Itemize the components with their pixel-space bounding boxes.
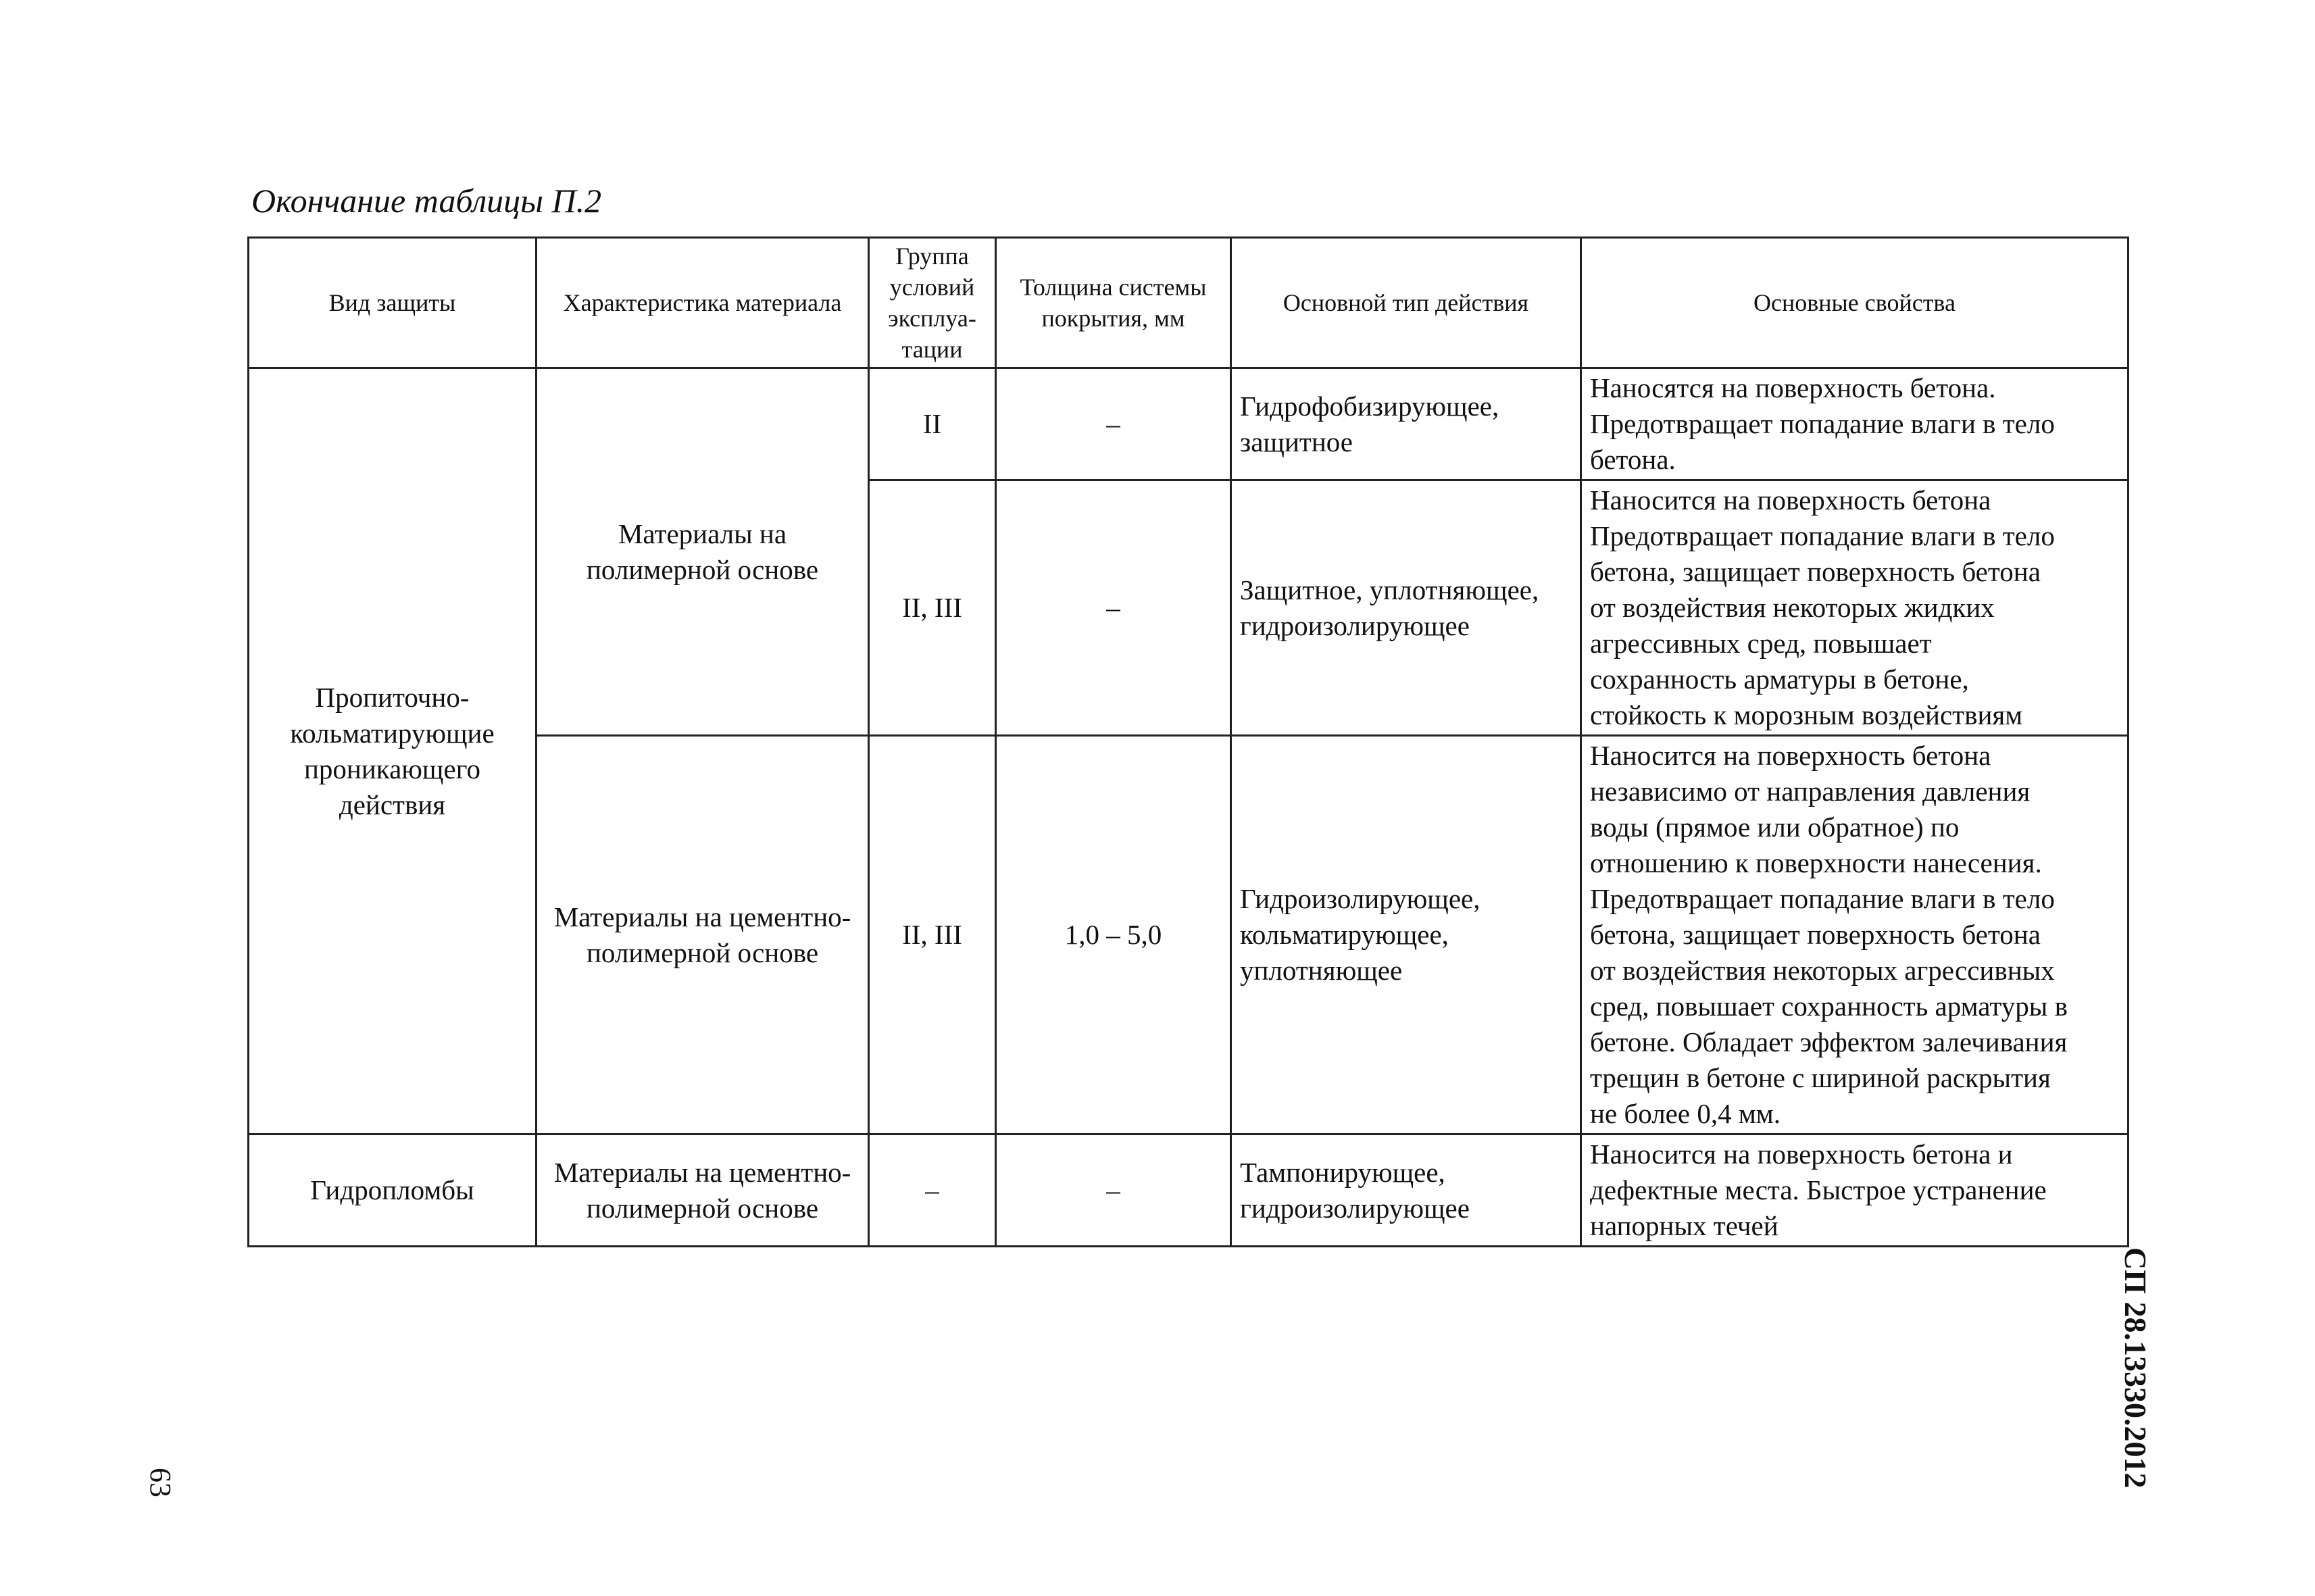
- properties-line: Предотвращает попадание влаги в тело: [1590, 883, 2055, 914]
- table-header-row: [249, 238, 2129, 368]
- thickness-cell: –: [996, 480, 1231, 736]
- properties-line: от воздействия некоторых агрессивных: [1590, 955, 2055, 986]
- properties-line: независимо от направления давления: [1590, 776, 2031, 807]
- header-action-type: Основной тип действия: [1231, 238, 1581, 368]
- material-cell: Материалы на полимерной основе: [537, 368, 869, 736]
- properties-table: [247, 236, 2129, 1247]
- thickness-cell: 1,0 – 5,0: [996, 736, 1231, 1134]
- properties-line: Наносится на поверхность бетона: [1590, 740, 1991, 771]
- header-operating-group: Группа условий эксплуа-тации: [869, 238, 996, 368]
- properties-line: Предотвращает попадание влаги в тело: [1590, 408, 2055, 439]
- header-material: Характеристика материала: [537, 238, 869, 368]
- material-cell: Материалы на цементно-полимерной основе: [537, 1134, 869, 1247]
- properties-cell: [1581, 736, 2129, 1134]
- properties-line: бетоне. Обладает эффектом залечивания: [1590, 1026, 2068, 1057]
- protection-type-cell: Пропиточно-кольматирующие проникающего действия: [249, 368, 537, 1134]
- properties-line: Предотвращает попадание влаги в тело: [1590, 520, 2055, 551]
- material-cell: Материалы на цементно-полимерной основе: [537, 736, 869, 1134]
- properties-line: Наносится на поверхность бетона и: [1590, 1139, 2013, 1170]
- properties-line: агрессивных сред, повышает: [1590, 628, 1932, 659]
- page-number: 63: [144, 1468, 177, 1497]
- table-row: [249, 1134, 2129, 1247]
- properties-cell: [1581, 480, 2129, 736]
- action-type-cell: Гидрофобизирующее, защитное: [1231, 368, 1581, 480]
- properties-line: не более 0,4 мм.: [1590, 1098, 1781, 1129]
- action-type-cell: Гидроизолирующее, кольматирующее, уплотняющее: [1231, 736, 1581, 1134]
- properties-line: Наносятся на поверхность бетона.: [1590, 372, 1996, 403]
- properties-line: Наносится на поверхность бетона: [1590, 484, 1991, 516]
- properties-line: отношению к поверхности нанесения.: [1590, 847, 2042, 878]
- properties-line: сохранность арматуры в бетоне,: [1590, 664, 1969, 695]
- table-row: [249, 368, 2129, 480]
- header-thickness: Толщина системы покрытия, мм: [996, 238, 1231, 368]
- operating-group-cell: II: [869, 368, 996, 480]
- table-caption: Окончание таблицы П.2: [251, 182, 602, 220]
- thickness-cell: –: [996, 368, 1231, 480]
- document-code: СП 28.13330.2012: [2118, 1247, 2153, 1489]
- properties-line: бетона, защищает поверхность бетона: [1590, 556, 2041, 587]
- header-properties: Основные свойства: [1581, 238, 2129, 368]
- operating-group-cell: II, III: [869, 736, 996, 1134]
- properties-line: трещин в бетоне с шириной раскрытия: [1590, 1062, 2051, 1093]
- properties-cell: [1581, 1134, 2129, 1247]
- properties-line: дефектные места. Быстрое устранение: [1590, 1174, 2047, 1205]
- properties-line: стойкость к морозным воздействиям: [1590, 699, 2023, 730]
- header-protection-type: Вид защиты: [249, 238, 537, 368]
- action-type-cell: Защитное, уплотняющее, гидроизолирующее: [1231, 480, 1581, 736]
- properties-line: воды (прямое или обратное) по: [1590, 812, 1960, 843]
- operating-group-cell: –: [869, 1134, 996, 1247]
- action-type-cell: Тампонирующее, гидроизолирующее: [1231, 1134, 1581, 1247]
- properties-line: от воздействия некоторых жидких: [1590, 592, 1995, 623]
- properties-line: сред, повышает сохранность арматуры в: [1590, 991, 2068, 1022]
- operating-group-cell: II, III: [869, 480, 996, 736]
- protection-type-cell: Гидропломбы: [249, 1134, 537, 1247]
- properties-cell: [1581, 368, 2129, 480]
- thickness-cell: –: [996, 1134, 1231, 1247]
- properties-line: бетона.: [1590, 444, 1676, 475]
- properties-line: напорных течей: [1590, 1210, 1778, 1241]
- properties-line: бетона, защищает поверхность бетона: [1590, 919, 2041, 950]
